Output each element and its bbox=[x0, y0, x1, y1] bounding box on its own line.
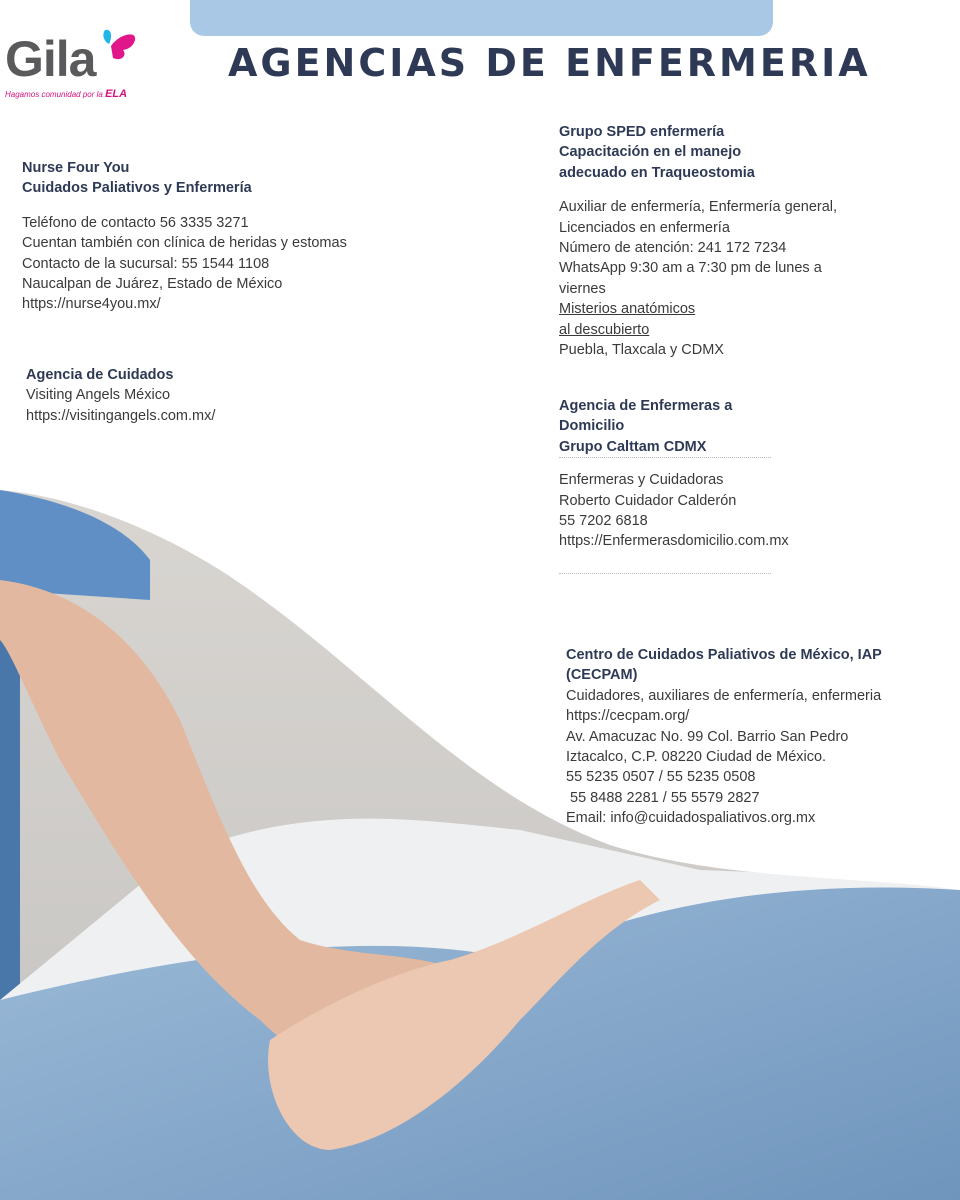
agency-link[interactable]: https://cecpam.org/ bbox=[566, 708, 690, 725]
agency-contact: Roberto Cuidador Calderón bbox=[559, 492, 737, 509]
gila-logo bbox=[5, 28, 145, 103]
agency-info: Enfermeras y Cuidadoras bbox=[559, 472, 724, 489]
agency-heading: Centro de Cuidados Paliativos de México, IAP bbox=[566, 647, 882, 663]
agency-grupo-sped bbox=[559, 122, 954, 360]
agency-hours: WhatsApp 9:30 am a 7:30 pm de lunes a bbox=[559, 260, 822, 277]
divider bbox=[559, 552, 771, 574]
butterfly-icon bbox=[97, 28, 142, 63]
agency-link[interactable]: Misterios anatómicos bbox=[559, 301, 696, 318]
agency-subheading: Cuidados Paliativos y Enfermería bbox=[22, 180, 252, 197]
agency-info: Cuentan también con clínica de heridas y estomas bbox=[22, 235, 347, 252]
agency-heading: Nurse Four You bbox=[22, 160, 130, 176]
logo-wordmark: Gila bbox=[5, 31, 96, 87]
agency-cecpam bbox=[566, 645, 956, 829]
top-banner-bar bbox=[190, 0, 773, 36]
agency-heading: Domicilio bbox=[559, 418, 625, 435]
agency-subheading: Capacitación en el manejo bbox=[559, 144, 742, 161]
agency-phone: Contacto de la sucursal: 55 1544 1108 bbox=[22, 255, 270, 272]
agency-info: Auxiliar de enfermería, Enfermería general, bbox=[559, 199, 838, 216]
agency-link[interactable]: https://nurse4you.mx/ bbox=[22, 296, 161, 313]
agency-visiting-angels bbox=[26, 365, 506, 426]
agency-subheading: (CECPAM) bbox=[566, 667, 638, 684]
agency-location: Puebla, Tlaxcala y CDMX bbox=[559, 342, 724, 359]
agency-link[interactable]: https://visitingangels.com.mx/ bbox=[26, 407, 216, 424]
agency-nurse-four-you bbox=[22, 158, 522, 315]
agency-location: Naucalpan de Juárez, Estado de México bbox=[22, 276, 283, 293]
agency-phone: 55 7202 6818 bbox=[559, 513, 648, 530]
agency-heading: Agencia de Enfermeras a bbox=[559, 398, 733, 414]
logo-tagline: Hagamos comunidad por la ELA bbox=[5, 88, 128, 100]
agency-hours: viernes bbox=[559, 280, 606, 297]
agency-address: Av. Amacuzac No. 99 Col. Barrio San Pedro bbox=[566, 728, 849, 745]
agency-info: Cuidadores, auxiliares de enfermería, enfermeria bbox=[566, 687, 882, 704]
agency-info: Licenciados en enfermería bbox=[559, 219, 730, 236]
agency-grupo-calttam bbox=[559, 396, 954, 574]
agency-phone: Número de atención: 241 172 7234 bbox=[559, 240, 787, 257]
agency-link[interactable]: https://Enfermerasdomicilio.com.mx bbox=[559, 533, 789, 550]
page-title: AGENCIAS DE ENFERMERIA bbox=[228, 41, 871, 85]
agency-phone: 55 8488 2281 / 55 5579 2827 bbox=[566, 789, 760, 806]
agency-subheading: Grupo Calttam CDMX bbox=[559, 437, 771, 458]
agency-info: Visiting Angels México bbox=[26, 387, 171, 404]
agency-heading: Agencia de Cuidados bbox=[26, 367, 174, 383]
agency-address: Iztacalco, C.P. 08220 Ciudad de México. bbox=[566, 749, 827, 766]
agency-subheading: adecuado en Traqueostomia bbox=[559, 164, 755, 181]
agency-heading: Grupo SPED enfermería bbox=[559, 124, 725, 140]
agency-email[interactable]: Email: info@cuidadospaliativos.org.mx bbox=[566, 810, 816, 827]
agency-link[interactable]: al descubierto bbox=[559, 321, 650, 338]
agency-phone: Teléfono de contacto 56 3335 3271 bbox=[22, 214, 249, 231]
agency-phone: 55 5235 0507 / 55 5235 0508 bbox=[566, 769, 756, 786]
